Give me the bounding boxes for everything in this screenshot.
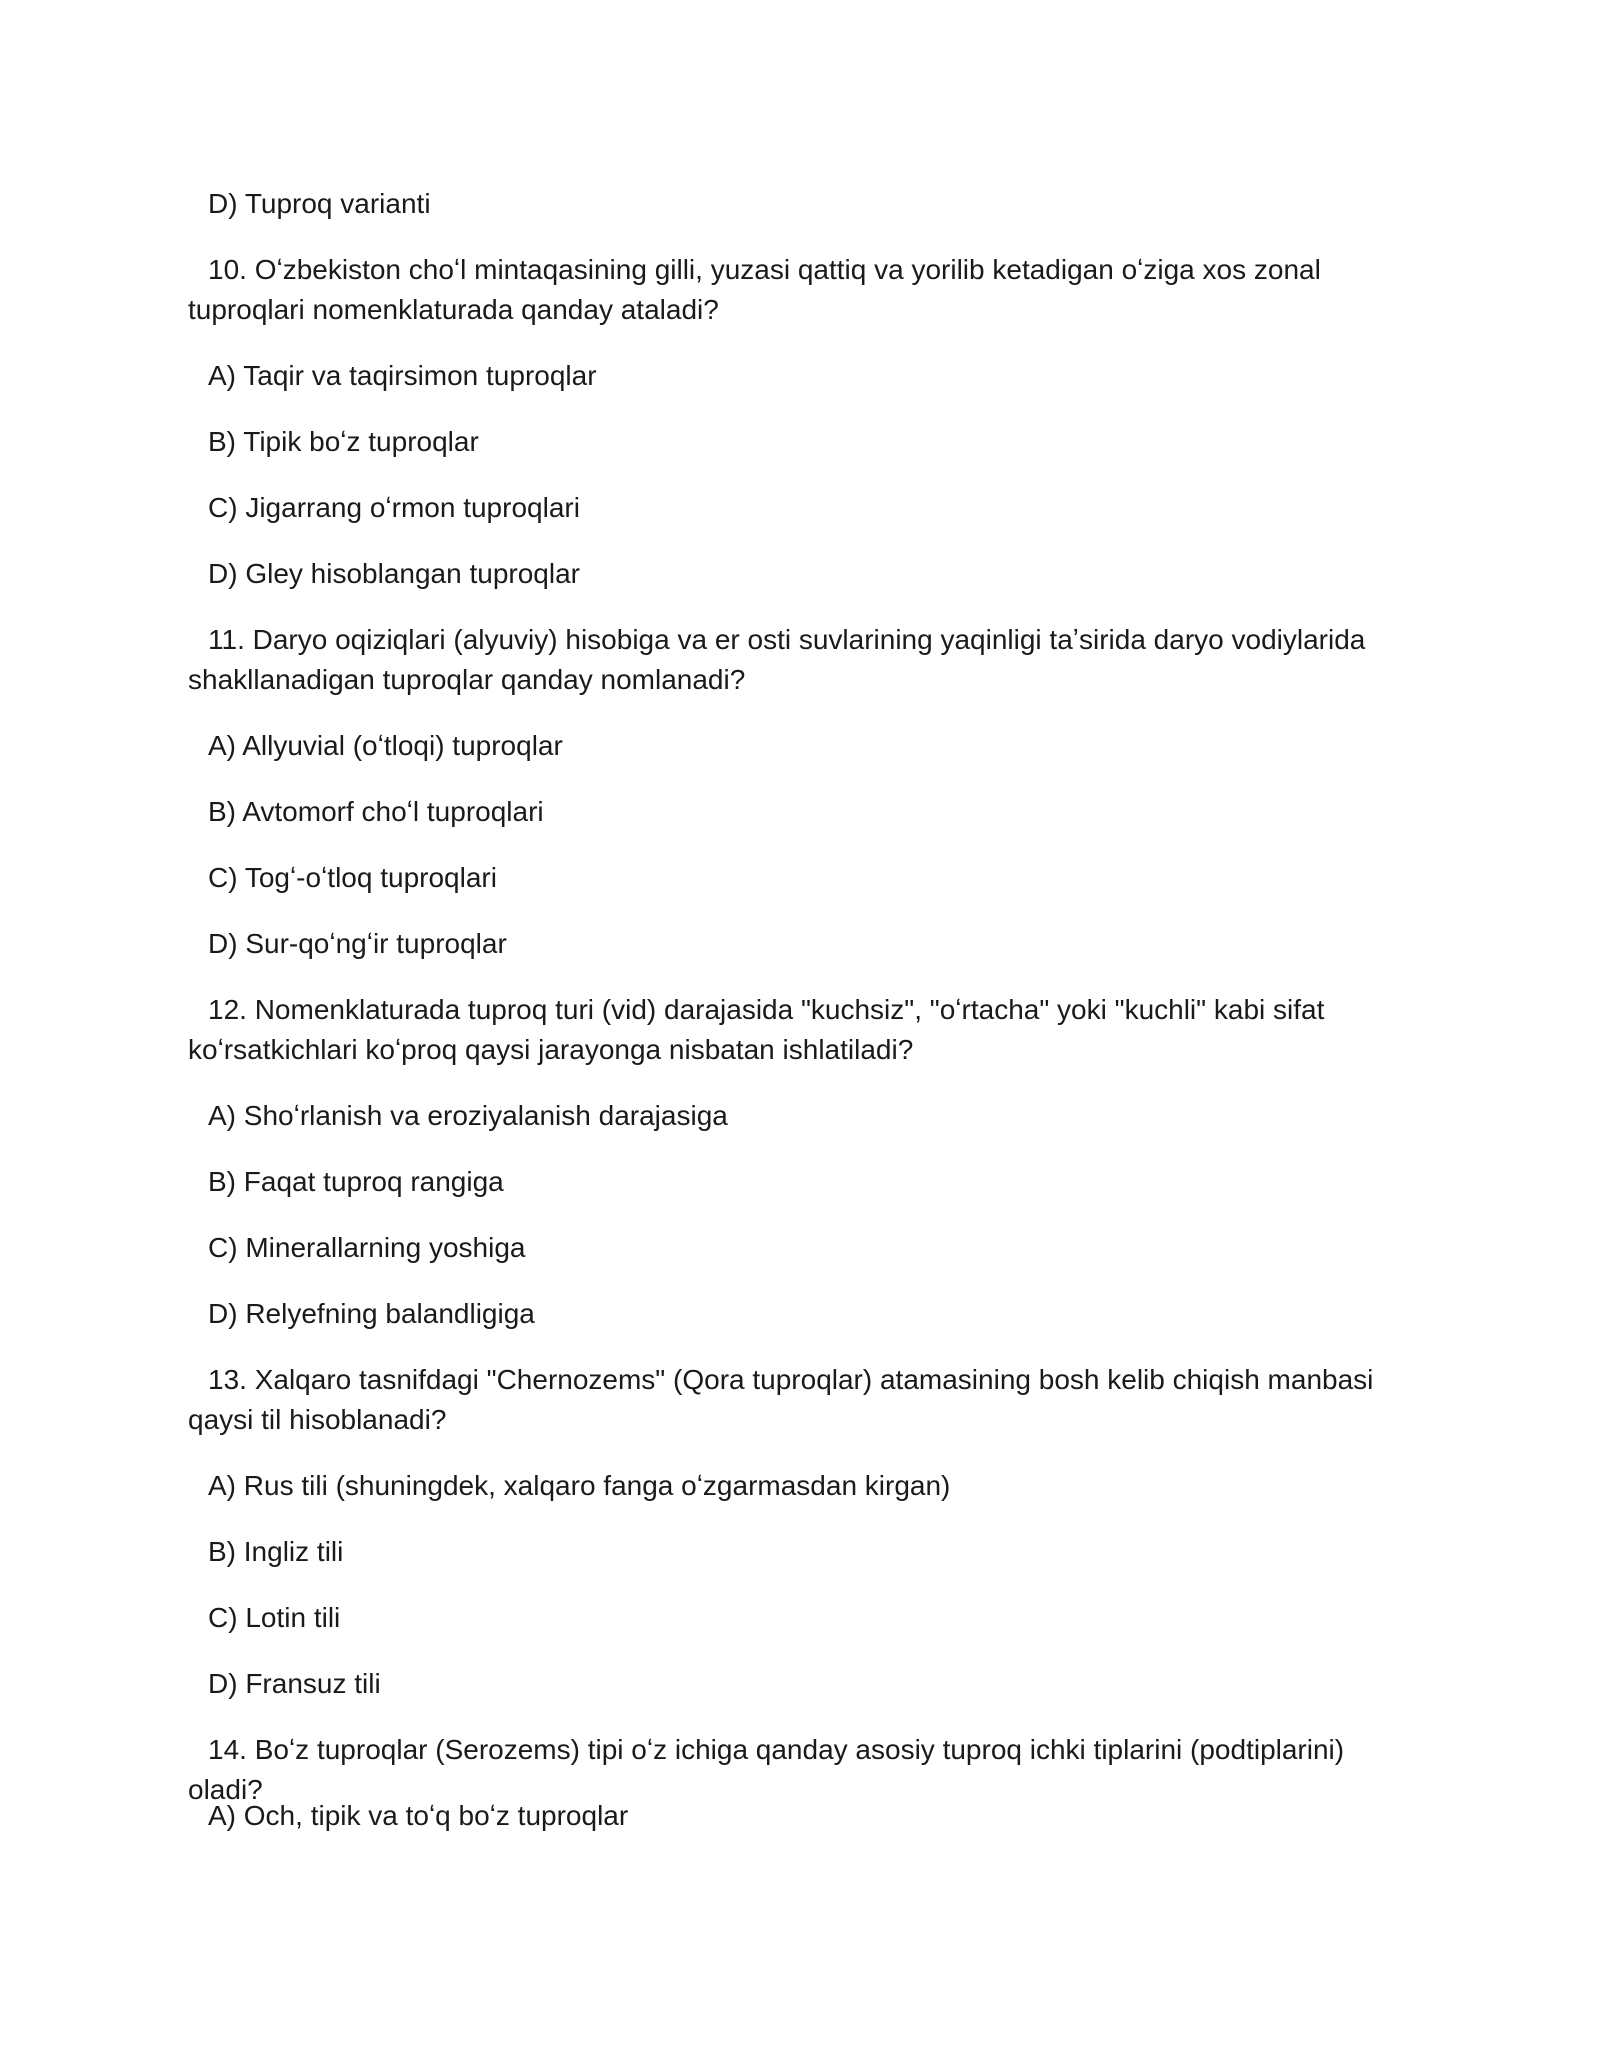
question-10-text: 10. Oʻzbekiston choʻl mintaqasining gilli, yuzasi qattiq va yorilib ketadigan oʻziga xos zonal tuproqlari nomenklaturada qanday ataladi? <box>188 254 1321 325</box>
question-13 <box>188 1360 1418 1440</box>
option-12d <box>188 1294 1418 1334</box>
option-11c <box>188 858 1418 898</box>
option-13b-text: B) Ingliz tili <box>208 1536 344 1567</box>
option-10c <box>188 488 1418 528</box>
option-10a <box>188 356 1418 396</box>
option-14a <box>188 1796 1418 1836</box>
option-11a <box>188 726 1418 766</box>
option-13d <box>188 1664 1418 1704</box>
option-12b <box>188 1162 1418 1202</box>
option-11b-text: B) Avtomorf choʻl tuproqlari <box>208 796 544 827</box>
option-12d-text: D) Relyefning balandligiga <box>208 1298 535 1329</box>
option-13a <box>188 1466 1418 1506</box>
option-10b <box>188 422 1418 462</box>
option-12c-text: C) Minerallarning yoshiga <box>208 1232 526 1263</box>
option-11a-text: A) Allyuvial (oʻtloqi) tuproqlar <box>208 730 563 761</box>
option-10d-text: D) Gley hisoblangan tuproqlar <box>208 558 580 589</box>
option-11d-text: D) Sur-qoʻngʻir tuproqlar <box>208 928 507 959</box>
question-13-text: 13. Xalqaro tasnifdagi "Chernozems" (Qora tuproqlar) atamasining bosh kelib chiqish manbasi qaysi til hisoblanadi? <box>188 1364 1374 1435</box>
question-14-text: 14. Boʻz tuproqlar (Serozems) tipi oʻz ichiga qanday asosiy tuproq ichki tiplarini (podtiplarini) oladi? <box>188 1734 1345 1805</box>
option-9d <box>188 184 1418 224</box>
option-14a-text: A) Och, tipik va toʻq boʻz tuproqlar <box>208 1800 629 1831</box>
option-12a-text: A) Shoʻrlanish va eroziyalanish darajasiga <box>208 1100 728 1131</box>
option-13a-text: A) Rus tili (shuningdek, xalqaro fanga oʻzgarmasdan kirgan) <box>208 1470 951 1501</box>
option-10a-text: A) Taqir va taqirsimon tuproqlar <box>208 360 597 391</box>
option-13b <box>188 1532 1418 1572</box>
option-11b <box>188 792 1418 832</box>
option-13c <box>188 1598 1418 1638</box>
question-12 <box>188 990 1418 1070</box>
question-11-text: 11. Daryo oqiziqlari (alyuviy) hisobiga va er osti suvlarining yaqinligi taʼsirida daryo vodiylarida shakllanadigan tuproqlar qanday nomlanadi? <box>188 624 1366 695</box>
option-12b-text: B) Faqat tuproq rangiga <box>208 1166 504 1197</box>
option-9d-text: D) Tuproq varianti <box>208 188 431 219</box>
option-12a <box>188 1096 1418 1136</box>
question-11 <box>188 620 1418 700</box>
option-13d-text: D) Fransuz tili <box>208 1668 381 1699</box>
option-10c-text: C) Jigarrang oʻrmon tuproqlari <box>208 492 580 523</box>
option-10d <box>188 554 1418 594</box>
option-11c-text: C) Togʻ-oʻtloq tuproqlari <box>208 862 497 893</box>
question-10 <box>188 250 1418 330</box>
option-13c-text: C) Lotin tili <box>208 1602 341 1633</box>
option-12c <box>188 1228 1418 1268</box>
option-10b-text: B) Tipik boʻz tuproqlar <box>208 426 479 457</box>
question-12-text: 12. Nomenklaturada tuproq turi (vid) darajasida "kuchsiz", "oʻrtacha" yoki "kuchli" kabi sifat koʻrsatkichlari koʻproq qaysi jarayonga nisbatan ishlatiladi? <box>188 994 1325 1065</box>
option-11d <box>188 924 1418 964</box>
